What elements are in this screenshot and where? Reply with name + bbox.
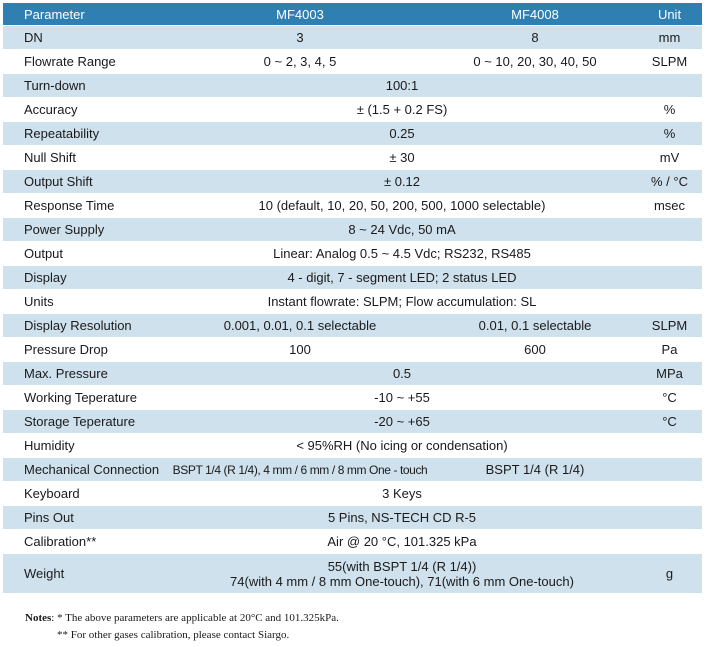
row-unit	[637, 434, 702, 458]
table-row	[3, 290, 702, 314]
note-line-2: ** For other gases calibration, please contact Siargo.	[57, 629, 290, 641]
row-unit: msec	[637, 194, 702, 218]
row-value: Air @ 20 °C, 101.325 kPa	[167, 530, 637, 554]
row-unit	[637, 218, 702, 242]
row-parameter: Calibration**	[3, 530, 167, 554]
table-row	[3, 26, 702, 50]
row-parameter: Weight	[3, 554, 167, 594]
weight-line-1: 55(with BSPT 1/4 (R 1/4))	[327, 558, 477, 574]
row-unit: MPa	[637, 362, 702, 386]
row-value	[167, 554, 637, 594]
row-unit: %	[637, 98, 702, 122]
row-value: -10 ~ +55	[167, 386, 637, 410]
row-value: 4 - digit, 7 - segment LED; 2 status LED	[167, 266, 637, 290]
row-unit: SLPM	[637, 50, 702, 74]
table-row	[3, 554, 702, 594]
row-value: 0.25	[167, 122, 637, 146]
row-value: -20 ~ +65	[167, 410, 637, 434]
row-value: ± (1.5 + 0.2 FS)	[167, 98, 637, 122]
row-value-mf4008: 0.01, 0.1 selectable	[433, 314, 637, 338]
table-row	[3, 362, 702, 386]
table-row	[3, 50, 702, 74]
table-row	[3, 266, 702, 290]
spec-table	[3, 3, 702, 594]
row-parameter: Display	[3, 266, 167, 290]
row-value-mf4008: BSPT 1/4 (R 1/4)	[433, 458, 637, 482]
row-unit: % / °C	[637, 170, 702, 194]
row-unit: g	[637, 554, 702, 594]
row-parameter: Storage Teperature	[3, 410, 167, 434]
table-row	[3, 482, 702, 506]
row-unit: mV	[637, 146, 702, 170]
row-unit	[637, 506, 702, 530]
row-parameter: Pins Out	[3, 506, 167, 530]
note-line-1	[25, 610, 339, 627]
row-parameter: Repeatability	[3, 122, 167, 146]
row-parameter: Working Teperature	[3, 386, 167, 410]
table-row	[3, 410, 702, 434]
table-row	[3, 74, 702, 98]
row-value: ± 0.12	[167, 170, 637, 194]
row-value: Instant flowrate: SLPM; Flow accumulation: SL	[167, 290, 637, 314]
row-value-mf4008: 8	[433, 26, 637, 50]
row-value: ± 30	[167, 146, 637, 170]
row-unit	[637, 458, 702, 482]
row-unit: °C	[637, 386, 702, 410]
row-parameter: Mechanical Connection	[3, 458, 167, 482]
row-unit: mm	[637, 26, 702, 50]
row-unit: °C	[637, 410, 702, 434]
row-unit	[637, 266, 702, 290]
row-value-mf4003: 0 ~ 2, 3, 4, 5	[167, 50, 433, 74]
weight-line-2: 74(with 4 mm / 8 mm One-touch), 71(with 6 mm One-touch)	[230, 573, 574, 589]
table-row	[3, 458, 702, 482]
table-row	[3, 242, 702, 266]
row-parameter: Power Supply	[3, 218, 167, 242]
table-row	[3, 170, 702, 194]
row-parameter: Turn-down	[3, 74, 167, 98]
row-value-mf4003: BSPT 1/4 (R 1/4), 4 mm / 6 mm / 8 mm One - touch	[167, 458, 433, 482]
row-parameter: Max. Pressure	[3, 362, 167, 386]
table-row	[3, 314, 702, 338]
row-parameter: Response Time	[3, 194, 167, 218]
header-parameter: Parameter	[3, 3, 167, 26]
row-parameter: Keyboard	[3, 482, 167, 506]
row-value: 0.5	[167, 362, 637, 386]
row-value: 100:1	[167, 74, 637, 98]
table-row	[3, 386, 702, 410]
row-value: Linear: Analog 0.5 ~ 4.5 Vdc; RS232, RS485	[167, 242, 637, 266]
row-unit	[637, 530, 702, 554]
row-value: 8 ~ 24 Vdc, 50 mA	[167, 218, 637, 242]
row-parameter: Pressure Drop	[3, 338, 167, 362]
row-parameter: Output	[3, 242, 167, 266]
row-value-mf4003: 0.001, 0.01, 0.1 selectable	[167, 314, 433, 338]
row-unit	[637, 482, 702, 506]
row-parameter: Output Shift	[3, 170, 167, 194]
row-value-mf4008: 0 ~ 10, 20, 30, 40, 50	[433, 50, 637, 74]
row-unit	[637, 242, 702, 266]
row-parameter: Display Resolution	[3, 314, 167, 338]
row-value: 10 (default, 10, 20, 50, 200, 500, 1000 selectable)	[167, 194, 637, 218]
row-parameter: Flowrate Range	[3, 50, 167, 74]
table-row	[3, 122, 702, 146]
table-row	[3, 530, 702, 554]
row-parameter: Accuracy	[3, 98, 167, 122]
table-row	[3, 98, 702, 122]
notes-label: Notes	[25, 612, 52, 624]
table-row	[3, 146, 702, 170]
row-value-mf4003: 3	[167, 26, 433, 50]
note-text-1: : * The above parameters are applicable at 20°C and 101.325kPa.	[51, 612, 339, 624]
row-value-mf4008: 600	[433, 338, 637, 362]
table-row	[3, 218, 702, 242]
notes	[25, 610, 339, 644]
table-row	[3, 194, 702, 218]
table-row	[3, 338, 702, 362]
row-value: < 95%RH (No icing or condensation)	[167, 434, 637, 458]
row-unit	[637, 74, 702, 98]
row-parameter: Humidity	[3, 434, 167, 458]
header-unit: Unit	[637, 3, 702, 26]
row-value-mf4003: 100	[167, 338, 433, 362]
row-parameter: Null Shift	[3, 146, 167, 170]
row-unit: SLPM	[637, 314, 702, 338]
row-parameter: Units	[3, 290, 167, 314]
row-unit	[637, 290, 702, 314]
row-value: 3 Keys	[167, 482, 637, 506]
row-unit: %	[637, 122, 702, 146]
table-row	[3, 506, 702, 530]
header-mf4008: MF4008	[433, 3, 637, 26]
table-row	[3, 434, 702, 458]
table-header	[3, 3, 702, 26]
row-parameter: DN	[3, 26, 167, 50]
row-unit: Pa	[637, 338, 702, 362]
row-value: 5 Pins, NS-TECH CD R-5	[167, 506, 637, 530]
header-mf4003: MF4003	[167, 3, 433, 26]
